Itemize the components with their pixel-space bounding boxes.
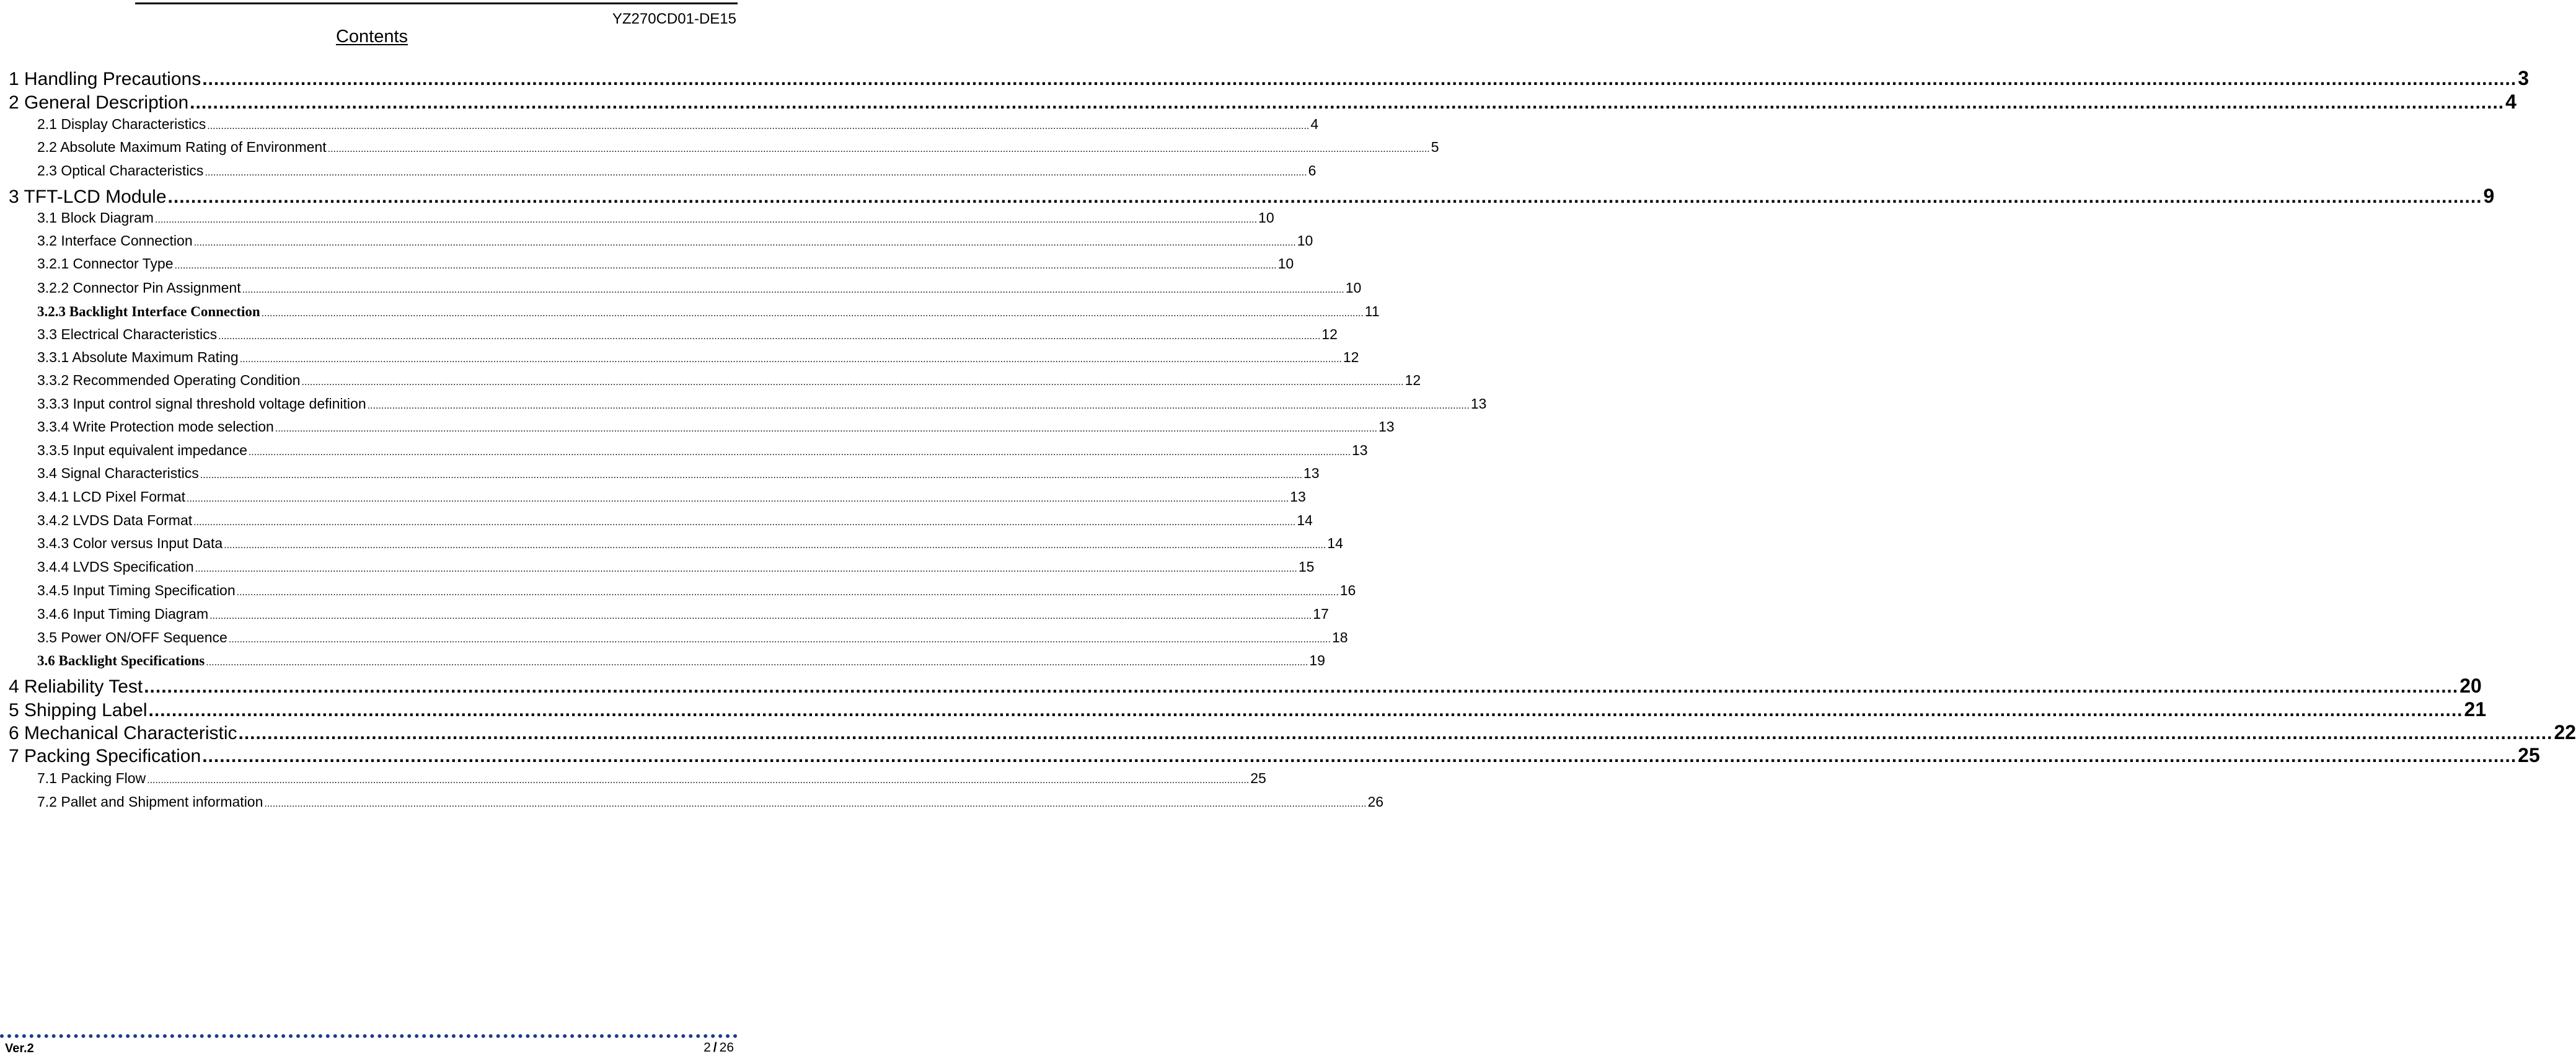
- toc-entry-page: 25: [1250, 770, 1266, 786]
- toc-dot-leader: ................................................................................................................................................................................................................................................................................................................................................................................................................: [195, 564, 1297, 574]
- toc-entry-page: 13: [1378, 419, 1395, 435]
- toc-entry-label: 4 Reliability Test: [9, 676, 143, 697]
- toc-section-entry[interactable]: [0, 721, 2576, 747]
- toc-entry-page: 18: [1331, 629, 1348, 645]
- toc-entry-label: 2 General Description: [9, 92, 189, 113]
- toc-subsection-entry[interactable]: [0, 465, 1320, 489]
- toc-entry-page: 15: [1298, 559, 1315, 575]
- footer-page-number: [704, 1040, 734, 1055]
- toc-entry-label: 1 Handling Precautions: [9, 69, 201, 89]
- toc-subsection-entry[interactable]: [0, 794, 1384, 817]
- total-pages: 26: [719, 1040, 734, 1055]
- toc-dot-leader: ................................................................................................................................................................................................................................................................................................................................................................................................................: [238, 723, 2553, 743]
- toc-subsection-entry[interactable]: [0, 489, 1306, 512]
- toc-dot-leader: ................................................................................................................................................................................................................................................................................................................................................................................................................: [301, 377, 1404, 388]
- toc-dot-leader: ................................................................................................................................................................................................................................................................................................................................................................................................................: [239, 354, 1342, 365]
- toc-entry-label: 3.3.4 Write Protection mode selection: [37, 419, 274, 435]
- toc-entry-label: 3.4.2 LVDS Data Format: [37, 512, 193, 528]
- toc-dot-leader: ................................................................................................................................................................................................................................................................................................................................................................................................................: [248, 447, 1351, 458]
- toc-entry-label: 3.1 Block Diagram: [37, 210, 154, 226]
- toc-dot-leader: ................................................................................................................................................................................................................................................................................................................................................................................................................: [327, 144, 1430, 154]
- toc-dot-leader: ................................................................................................................................................................................................................................................................................................................................................................................................................: [187, 494, 1289, 504]
- toc-entry-page: 20: [2459, 675, 2482, 697]
- toc-subsection-entry[interactable]: [0, 326, 1338, 350]
- toc-entry-page: 13: [1303, 465, 1320, 481]
- toc-entry-page: 9: [2483, 185, 2495, 207]
- toc-dot-leader: ................................................................................................................................................................................................................................................................................................................................................................................................................: [147, 775, 1250, 786]
- toc-entry-label: 3.3.2 Recommended Operating Condition: [37, 372, 301, 388]
- toc-entry-page: 17: [1313, 606, 1329, 622]
- toc-section-entry[interactable]: [0, 744, 2540, 769]
- toc-entry-page: 21: [2464, 698, 2487, 720]
- toc-entry-page: 13: [1470, 396, 1487, 412]
- toc-entry-label: 6 Mechanical Characteristic: [9, 723, 237, 743]
- current-page: 2: [704, 1040, 711, 1055]
- toc-entry-page: 10: [1345, 280, 1362, 296]
- toc-subsection-entry[interactable]: [0, 280, 1362, 303]
- toc-entry-page: 14: [1297, 512, 1313, 528]
- toc-dot-leader: ................................................................................................................................................................................................................................................................................................................................................................................................................: [193, 517, 1296, 528]
- toc-entry-page: 26: [1367, 794, 1384, 810]
- toc-entry-page: 3: [2518, 67, 2529, 89]
- toc-dot-leader: ................................................................................................................................................................................................................................................................................................................................................................................................................: [174, 260, 1277, 271]
- toc-subsection-entry[interactable]: [0, 116, 1319, 140]
- toc-entry-label: 2.3 Optical Characteristics: [37, 162, 204, 179]
- toc-dot-leader: ................................................................................................................................................................................................................................................................................................................................................................................................................: [210, 611, 1312, 621]
- toc-subsection-entry[interactable]: [0, 372, 1421, 396]
- toc-entry-page: 16: [1339, 582, 1356, 598]
- toc-entry-label: 3 TFT-LCD Module: [9, 187, 167, 207]
- toc-entry-label: 5 Shipping Label: [9, 700, 148, 720]
- toc-entry-label: 2.2 Absolute Maximum Rating of Environment: [37, 139, 327, 155]
- toc-entry-label: 3.2 Interface Connection: [37, 233, 193, 249]
- toc-entry-label: 3.3.5 Input equivalent impedance: [37, 442, 247, 458]
- toc-subsection-entry[interactable]: [0, 629, 1348, 653]
- toc-subsection-entry[interactable]: [0, 162, 1317, 186]
- toc-entry-page: 12: [1321, 326, 1338, 342]
- toc-entry-label: 3.2.1 Connector Type: [37, 255, 174, 272]
- toc-dot-leader: ................................................................................................................................................................................................................................................................................................................................................................................................................: [144, 676, 2459, 697]
- toc-subsection-entry[interactable]: [0, 419, 1395, 442]
- toc-subsection-entry[interactable]: [0, 606, 1329, 629]
- header-rule: [135, 2, 738, 4]
- toc-entry-label: 3.6 Backlight Specifications: [37, 653, 205, 668]
- toc-entry-page: 19: [1309, 652, 1325, 668]
- toc-entry-page: 5: [1431, 139, 1439, 155]
- toc-entry-label: 3.4.5 Input Timing Specification: [37, 582, 236, 598]
- toc-entry-page: 10: [1277, 255, 1294, 272]
- toc-section-entry[interactable]: [0, 185, 2495, 210]
- footer-rule: [0, 1034, 738, 1038]
- toc-entry-label: 3.4.3 Color versus Input Data: [37, 535, 223, 551]
- toc-subsection-entry[interactable]: [0, 582, 1356, 606]
- toc-entry-label: 3.4 Signal Characteristics: [37, 465, 199, 481]
- toc-entry-page: 12: [1405, 372, 1421, 388]
- document-code: YZ270CD01-DE15: [612, 11, 736, 27]
- toc-subsection-entry[interactable]: [0, 210, 1274, 233]
- toc-entry-page: 13: [1351, 442, 1368, 458]
- toc-entry-page: 6: [1308, 162, 1317, 179]
- toc-dot-leader: ................................................................................................................................................................................................................................................................................................................................................................................................................: [236, 587, 1339, 598]
- toc-subsection-entry[interactable]: [0, 652, 1325, 676]
- toc-entry-page: 11: [1364, 303, 1380, 319]
- toc-entry-label: 2.1 Display Characteristics: [37, 116, 206, 132]
- footer-version: Ver.2: [5, 1042, 34, 1055]
- toc-dot-leader: ................................................................................................................................................................................................................................................................................................................................................................................................................: [202, 746, 2517, 766]
- toc-entry-page: 10: [1258, 210, 1274, 226]
- toc-subsection-entry[interactable]: [0, 255, 1294, 279]
- toc-subsection-entry[interactable]: [0, 349, 1359, 373]
- toc-subsection-entry[interactable]: [0, 139, 1439, 162]
- toc-dot-leader: ................................................................................................................................................................................................................................................................................................................................................................................................................: [242, 285, 1344, 295]
- toc-dot-leader: ................................................................................................................................................................................................................................................................................................................................................................................................................: [367, 401, 1470, 411]
- toc-entry-label: 3.3.3 Input control signal threshold voltage definition: [37, 396, 366, 412]
- toc-entry-label: 7 Packing Specification: [9, 746, 201, 766]
- toc-dot-leader: ................................................................................................................................................................................................................................................................................................................................................................................................................: [190, 92, 2505, 113]
- toc-subsection-entry[interactable]: [0, 770, 1266, 794]
- toc-entry-page: 22: [2554, 721, 2576, 743]
- toc-entry-page: 25: [2518, 744, 2540, 766]
- toc-dot-leader: ................................................................................................................................................................................................................................................................................................................................................................................................................: [224, 540, 1326, 551]
- toc-entry-label: 7.1 Packing Flow: [37, 770, 146, 786]
- toc-section-entry[interactable]: [0, 67, 2529, 92]
- toc-entry-page: 10: [1297, 233, 1313, 249]
- toc-dot-leader: ................................................................................................................................................................................................................................................................................................................................................................................................................: [193, 237, 1296, 248]
- toc-dot-leader: ................................................................................................................................................................................................................................................................................................................................................................................................................: [167, 187, 2482, 207]
- toc-dot-leader: ................................................................................................................................................................................................................................................................................................................................................................................................................: [205, 167, 1307, 178]
- toc-entry-label: 3.5 Power ON/OFF Sequence: [37, 629, 227, 645]
- toc-subsection-entry[interactable]: [0, 396, 1487, 419]
- toc-dot-leader: ................................................................................................................................................................................................................................................................................................................................................................................................................: [218, 331, 1321, 342]
- toc-entry-label: 3.2.2 Connector Pin Assignment: [37, 280, 241, 296]
- toc-entry-label: 3.3 Electrical Characteristics: [37, 326, 218, 342]
- toc-section-entry[interactable]: [0, 91, 2516, 116]
- toc-entry-page: 12: [1343, 349, 1359, 365]
- toc-entry-label: 3.4.1 LCD Pixel Format: [37, 489, 186, 505]
- toc-section-entry[interactable]: [0, 698, 2487, 724]
- toc-entry-label: 7.2 Pallet and Shipment information: [37, 794, 263, 810]
- toc-entry-label: 3.3.1 Absolute Maximum Rating: [37, 349, 239, 365]
- toc-dot-leader: ................................................................................................................................................................................................................................................................................................................................................................................................................: [200, 470, 1302, 481]
- toc-entry-page: 4: [2505, 91, 2516, 113]
- toc-section-entry[interactable]: [0, 675, 2482, 700]
- toc-entry-page: 13: [1290, 489, 1306, 505]
- toc-subsection-entry[interactable]: [0, 559, 1315, 582]
- toc-entry-page: 14: [1327, 535, 1343, 551]
- page-title: Contents: [335, 27, 408, 47]
- toc-entry-label: 3.4.4 LVDS Specification: [37, 559, 194, 575]
- toc-dot-leader: ................................................................................................................................................................................................................................................................................................................................................................................................................: [206, 657, 1308, 668]
- toc-subsection-entry[interactable]: [0, 442, 1368, 466]
- toc-entry-page: 4: [1310, 116, 1319, 132]
- toc-entry-label: 3.4.6 Input Timing Diagram: [37, 606, 209, 622]
- toc-dot-leader: ................................................................................................................................................................................................................................................................................................................................................................................................................: [154, 215, 1258, 225]
- toc-dot-leader: ................................................................................................................................................................................................................................................................................................................................................................................................................: [207, 121, 1310, 131]
- toc-dot-leader: ................................................................................................................................................................................................................................................................................................................................................................................................................: [275, 423, 1377, 434]
- toc-subsection-entry[interactable]: [0, 303, 1380, 327]
- toc-dot-leader: ................................................................................................................................................................................................................................................................................................................................................................................................................: [264, 799, 1367, 809]
- toc-dot-leader: ................................................................................................................................................................................................................................................................................................................................................................................................................: [261, 308, 1364, 319]
- toc-dot-leader: ................................................................................................................................................................................................................................................................................................................................................................................................................: [228, 634, 1331, 645]
- toc-subsection-entry[interactable]: [0, 535, 1343, 559]
- toc-subsection-entry[interactable]: [0, 233, 1313, 256]
- toc-entry-label: 3.2.3 Backlight Interface Connection: [37, 304, 260, 319]
- toc-dot-leader: ................................................................................................................................................................................................................................................................................................................................................................................................................: [148, 700, 2463, 720]
- toc-dot-leader: ................................................................................................................................................................................................................................................................................................................................................................................................................: [202, 69, 2517, 89]
- toc-subsection-entry[interactable]: [0, 512, 1313, 536]
- page-separator: /: [713, 1040, 717, 1055]
